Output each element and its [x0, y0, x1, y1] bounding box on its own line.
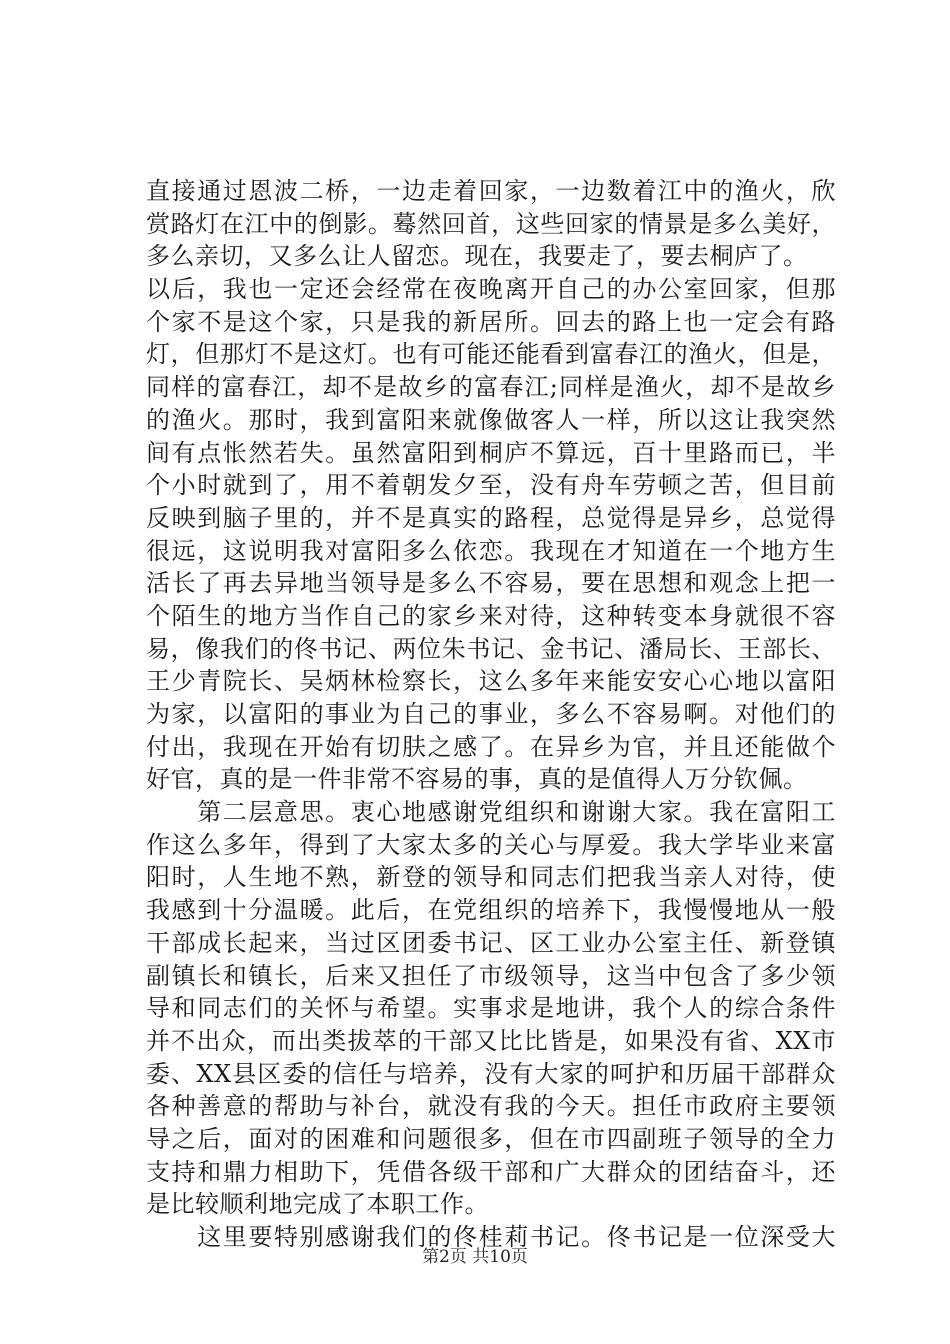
- text-line: 干部成长起来，当过区团委书记、区工业办公室主任、新登镇: [146, 928, 836, 957]
- text-line: 导和同志们的关怀与希望。实事求是地讲，我个人的综合条件: [146, 994, 836, 1023]
- text-line: 付出，我现在开始有切肤之感了。在异乡为官，并且还能做个: [146, 732, 836, 761]
- text-line: 为家，以富阳的事业为自己的事业，多么不容易啊。对他们的: [146, 700, 836, 728]
- text-line: 个陌生的地方当作自己的家乡来对待，这种转变本身就很不容: [146, 601, 836, 630]
- text-line: 多么亲切，又多么让人留恋。现在，我要走了，要去桐庐了。: [146, 242, 808, 271]
- text-line: 灯，但那灯不是这灯。也有可能还能看到富春江的渔火，但是，: [146, 340, 836, 369]
- page-footer: [0, 1242, 950, 1267]
- text-line: 并不出众，而出类拔萃的干部又比比皆是，如果没有省、XX市: [146, 1026, 836, 1055]
- text-line: 赏路灯在江中的倒影。蓦然回首，这些回家的情景是多么美好，: [146, 209, 836, 238]
- text-line: 活长了再去异地当领导是多么不容易，要在思想和观念上把一: [146, 569, 836, 598]
- document-body: [146, 175, 836, 1254]
- text-line: 是比较顺利地完成了本职工作。: [146, 1190, 489, 1219]
- text-line: 易，像我们的佟书记、两位朱书记、金书记、潘局长、王部长、: [146, 634, 836, 663]
- text-line: 委、XX县区委的信任与培养，没有大家的呵护和历届干部群众: [146, 1059, 836, 1088]
- text-line: 我感到十分温暖。此后，在党组织的培养下，我慢慢地从一般: [146, 896, 836, 925]
- text-line: 个家不是这个家，只是我的新居所。回去的路上也一定会有路: [146, 307, 836, 336]
- text-line: 副镇长和镇长，后来又担任了市级领导，这当中包含了多少领: [146, 961, 836, 990]
- text-line: 王少青院长、吴炳林检察长，这么多年来能安安心心地以富阳: [146, 667, 836, 696]
- text-line: 的渔火。那时，我到富阳来就像做客人一样，所以这让我突然: [146, 405, 836, 434]
- text-line: 支持和鼎力相助下，凭借各级干部和广大群众的团结奋斗，还: [146, 1157, 836, 1186]
- text-line: 直接通过恩波二桥，一边走着回家，一边数着江中的渔火，欣: [146, 177, 836, 205]
- text-line: 阳时，人生地不熟，新登的领导和同志们把我当亲人对待，使: [146, 863, 836, 892]
- text-line: 个小时就到了，用不着朝发夕至，没有舟车劳顿之苦，但目前: [146, 471, 836, 500]
- text-line: 各种善意的帮助与补台，就没有我的今天。担任市政府主要领: [146, 1092, 836, 1121]
- text-line: 作这么多年，得到了大家太多的关心与厚爱。我大学毕业来富: [146, 830, 836, 859]
- text-line: 间有点怅然若失。虽然富阳到桐庐不算远，百十里路而已，半: [146, 438, 836, 467]
- text-line: 反映到脑子里的，并不是真实的路程，总觉得是异乡，总觉得: [146, 503, 836, 532]
- text-line: 这里要特别感谢我们的佟桂莉书记。佟书记是一位深受大: [146, 1223, 836, 1251]
- text-line: 好官，真的是一件非常不容易的事，真的是值得人万分钦佩。: [146, 765, 808, 794]
- page-number-label: 第2页 共10页: [422, 1247, 528, 1267]
- text-line: 同样的富春江，却不是故乡的富春江;同样是渔火，却不是故乡: [146, 373, 836, 402]
- text-line: 以后，我也一定还会经常在夜晚离开自己的办公室回家，但那: [146, 275, 836, 304]
- text-line: 很远，这说明我对富阳多么依恋。我现在才知道在一个地方生: [146, 536, 836, 565]
- text-line: 第二层意思。衷心地感谢党组织和谢谢大家。我在富阳工: [146, 798, 836, 827]
- text-line: 导之后，面对的困难和问题很多，但在市四副班子领导的全力: [146, 1124, 836, 1153]
